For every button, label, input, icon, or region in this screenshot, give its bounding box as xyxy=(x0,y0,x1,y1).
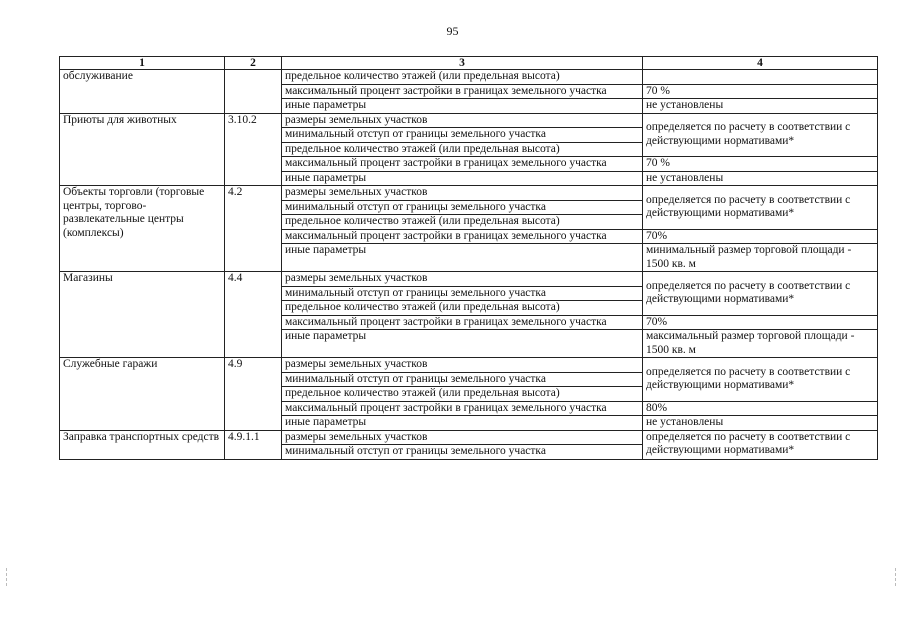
use-code: 4.9 xyxy=(225,358,282,431)
param-name: минимальный отступ от границы земельного участка xyxy=(282,128,643,143)
use-name: Объекты торговли (торговые центры, торгово-развлекательные центры (комплексы) xyxy=(60,186,225,272)
param-name: предельное количество этажей (или предельная высота) xyxy=(282,70,643,85)
param-value: определяется по расчету в соответствии с действующими нормативами* xyxy=(643,358,878,402)
header-col-2: 2 xyxy=(225,57,282,70)
param-name: предельное количество этажей (или предельная высота) xyxy=(282,142,643,157)
param-name: иные параметры xyxy=(282,244,643,272)
param-name: максимальный процент застройки в границах земельного участка xyxy=(282,315,643,330)
param-name: размеры земельных участков xyxy=(282,358,643,373)
param-value: 70% xyxy=(643,229,878,244)
header-col-1: 1 xyxy=(60,57,225,70)
header-row xyxy=(60,57,878,70)
param-value: минимальный размер торговой площади - 1500 кв. м xyxy=(643,244,878,272)
param-value: определяется по расчету в соответствии с действующими нормативами* xyxy=(643,272,878,316)
param-name: размеры земельных участков xyxy=(282,430,643,445)
param-name: максимальный процент застройки в границах земельного участка xyxy=(282,401,643,416)
param-value xyxy=(643,70,878,85)
param-value: 70% xyxy=(643,315,878,330)
parameters-table xyxy=(59,56,878,460)
param-name: иные параметры xyxy=(282,416,643,431)
param-value: определяется по расчету в соответствии с действующими нормативами* xyxy=(643,113,878,157)
param-name: максимальный процент застройки в границах земельного участка xyxy=(282,229,643,244)
param-value: определяется по расчету в соответствии с действующими нормативами* xyxy=(643,430,878,459)
param-name: минимальный отступ от границы земельного участка xyxy=(282,445,643,460)
param-name: минимальный отступ от границы земельного участка xyxy=(282,200,643,215)
param-value: максимальный размер торговой площади - 1500 кв. м xyxy=(643,330,878,358)
use-name: Заправка транспортных средств xyxy=(60,430,225,459)
use-name: Приюты для животных xyxy=(60,113,225,186)
param-value: не установлены xyxy=(643,416,878,431)
param-value: не установлены xyxy=(643,171,878,186)
header-col-3: 3 xyxy=(282,57,643,70)
use-name: Служебные гаражи xyxy=(60,358,225,431)
param-name: размеры земельных участков xyxy=(282,186,643,201)
param-name: минимальный отступ от границы земельного участка xyxy=(282,372,643,387)
param-name: предельное количество этажей (или предельная высота) xyxy=(282,215,643,230)
scan-edge-mark xyxy=(895,568,900,586)
param-value: не установлены xyxy=(643,99,878,114)
use-name: обслуживание xyxy=(60,70,225,114)
param-name: предельное количество этажей (или предельная высота) xyxy=(282,301,643,316)
param-name: иные параметры xyxy=(282,171,643,186)
page-number: 95 xyxy=(446,24,459,38)
use-code xyxy=(225,70,282,114)
use-code: 4.2 xyxy=(225,186,282,272)
table-row xyxy=(60,186,878,201)
table-row xyxy=(60,70,878,85)
param-name: минимальный отступ от границы земельного участка xyxy=(282,286,643,301)
table-row xyxy=(60,430,878,445)
param-name: размеры земельных участков xyxy=(282,272,643,287)
param-name: максимальный процент застройки в границах земельного участка xyxy=(282,84,643,99)
param-value: 80% xyxy=(643,401,878,416)
scan-edge-mark xyxy=(6,568,11,586)
param-value: 70 % xyxy=(643,157,878,172)
param-value: 70 % xyxy=(643,84,878,99)
param-name: иные параметры xyxy=(282,330,643,358)
param-value: определяется по расчету в соответствии с действующими нормативами* xyxy=(643,186,878,230)
use-code: 4.4 xyxy=(225,272,282,358)
table-row xyxy=(60,272,878,287)
table-row xyxy=(60,358,878,373)
param-name: предельное количество этажей (или предельная высота) xyxy=(282,387,643,402)
param-name: иные параметры xyxy=(282,99,643,114)
header-col-4: 4 xyxy=(643,57,878,70)
use-code: 4.9.1.1 xyxy=(225,430,282,459)
table-row xyxy=(60,113,878,128)
use-code: 3.10.2 xyxy=(225,113,282,186)
use-name: Магазины xyxy=(60,272,225,358)
param-name: размеры земельных участков xyxy=(282,113,643,128)
param-name: максимальный процент застройки в границах земельного участка xyxy=(282,157,643,172)
